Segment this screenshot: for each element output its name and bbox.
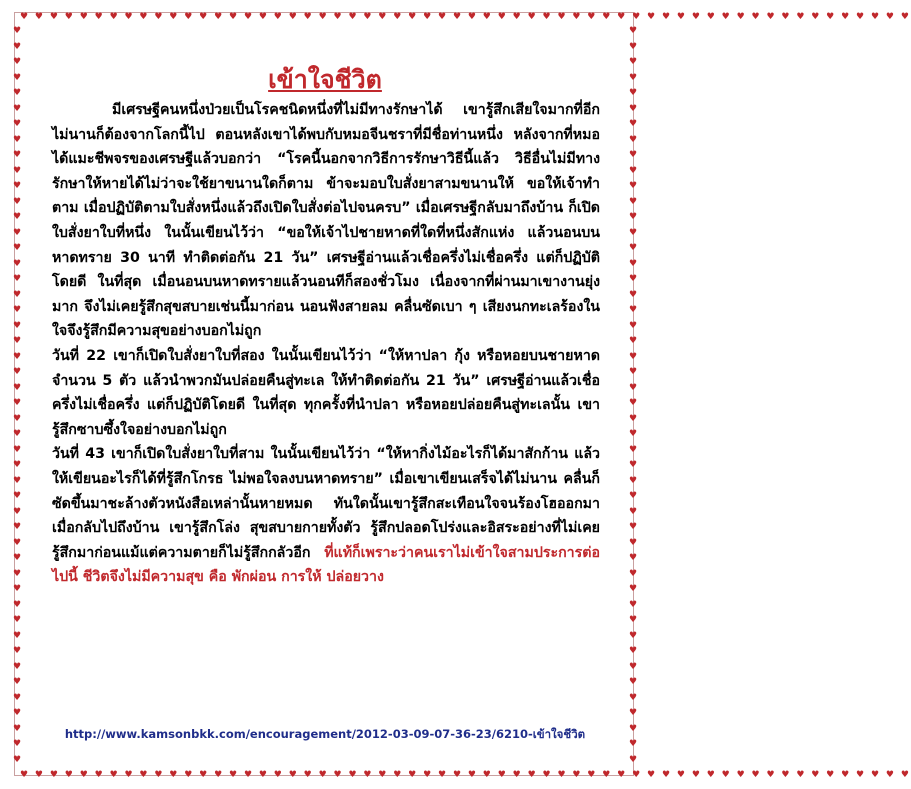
heart-border-bottom: ♥ ♥ ♥ ♥ ♥ ♥ ♥ ♥ ♥ ♥ ♥ ♥ ♥ ♥ ♥ ♥ ♥ ♥ ♥ ♥ ♥ ♥ ♥ ♥ ♥ ♥ ♥ ♥ ♥ ♥ ♥ ♥ ♥ ♥ ♥ ♥ ♥ ♥ ♥ ♥ ♥ ♥ ♥ ♥ ♥ ♥ ♥ ♥ ♥ ♥ ♥ ♥ ♥ ♥ ♥ ♥ ♥ ♥ ♥ ♥ [20, 770, 911, 780]
source-url[interactable]: http://www.kamsonbkk.com/encouragement/2012-03-09-07-36-23/6210-เข้าใจชีวิต [64, 727, 586, 741]
highlight-conclusion: ที่แท้ก็เพราะว่าคนเราไม่เข้าใจสามประการต่อไปนี้ ชีวิตจึงไม่มีความสุข คือ พักผ่อน การให้ ปล่อยวาง [52, 544, 600, 586]
paragraph-3-text: วันที่ 43 เขาก็เปิดใบสั่งยาใบที่สาม ในนั้นเขียนไว้ว่า “ให้หากิ่งไม้อะไรก็ได้มาสักก้าน แล้วให้เขียนอะไรก็ได้ที่รู้สึกโกรธ ไม่พอใจลงบนหาดทราย” เมื่อเขาเขียนเสร็จได้ไม่นาน คลื่นก็ซัดขึ้นมาชะล้างตัวหนังสือเหล่านั้นหายหมด ทันใดนั้นเขารู้สึกสะเทือนใจจนร้องโฮออกมา เมื่อกลับไปถึงบ้าน เขารู้สึกโล่ง สุขสบายกายทั้งตัว รู้สึกปลอดโปร่งและอิสระอย่างที่ไม่เคยรู้สึกมาก่อนแม้แต่ความตายก็ไม่รู้สึกกลัวอีก [52, 446, 600, 561]
heart-border-left: ♥ ♥ ♥ ♥ ♥ ♥ ♥ ♥ ♥ ♥ ♥ ♥ ♥ ♥ ♥ ♥ ♥ ♥ ♥ ♥ ♥ ♥ ♥ ♥ ♥ ♥ ♥ ♥ ♥ ♥ ♥ ♥ ♥ ♥ ♥ ♥ ♥ ♥ ♥ ♥ ♥ ♥ ♥ ♥ ♥ ♥ ♥ ♥ [12, 26, 22, 765]
paragraph-3 [52, 442, 600, 590]
heart-border-top: ♥ ♥ ♥ ♥ ♥ ♥ ♥ ♥ ♥ ♥ ♥ ♥ ♥ ♥ ♥ ♥ ♥ ♥ ♥ ♥ ♥ ♥ ♥ ♥ ♥ ♥ ♥ ♥ ♥ ♥ ♥ ♥ ♥ ♥ ♥ ♥ ♥ ♥ ♥ ♥ ♥ ♥ ♥ ♥ ♥ ♥ ♥ ♥ ♥ ♥ ♥ ♥ ♥ ♥ ♥ ♥ ♥ ♥ ♥ ♥ [20, 12, 911, 22]
page-title: เข้าใจชีวิต [268, 65, 382, 94]
paragraph-2: วันที่ 22 เขาก็เปิดใบสั่งยาใบที่สอง ในนั้นเขียนไว้ว่า “ให้หาปลา กุ้ง หรือหอยบนชายหาดจำนวน 5 ตัว แล้วนำพวกมันปล่อยคืนสู่ทะเล ให้ทำติดต่อกัน 21 วัน” เศรษฐีอ่านแล้วเชื่อครึ่งไม่เชื่อครึ่ง แต่ก็ปฏิบัติโดยดี ในที่สุด ทุกครั้งที่นำปลา หรือหอยปล่อยคืนสู่ทะเลนั้น เขารู้สึกซาบซึ้งใจอย่างบอกไม่ถูก [52, 347, 600, 438]
article-body [52, 98, 600, 590]
heart-border-right: ♥ ♥ ♥ ♥ ♥ ♥ ♥ ♥ ♥ ♥ ♥ ♥ ♥ ♥ ♥ ♥ ♥ ♥ ♥ ♥ ♥ ♥ ♥ ♥ ♥ ♥ ♥ ♥ ♥ ♥ ♥ ♥ ♥ ♥ ♥ ♥ ♥ ♥ ♥ ♥ ♥ ♥ ♥ ♥ ♥ ♥ ♥ ♥ [628, 26, 638, 765]
paragraph-1: มีเศรษฐีคนหนึ่งป่วยเป็นโรคชนิดหนึ่งที่ไม่มีทางรักษาได้ เขารู้สึกเสียใจมากที่อีกไม่นานก็ต้องจากโลกนี้ไป ตอนหลังเขาได้พบกับหมอจีนชราที่มีชื่อท่านหนึ่ง หลังจากที่หมอได้แมะชีพจรของเศรษฐีแล้วบอกว่า “โรคนี้นอกจากวิธีการรักษาวิธีนี้แล้ว วิธีอื่นไม่มีทางรักษาให้หายได้ไม่ว่าจะใช้ยาขนานใดก็ตาม ข้าจะมอบใบสั่งยาสามขนานให้ ขอให้เจ้าทำตาม เมื่อปฏิบัติตามใบสั่งหนึ่งแล้วถึงเปิดใบสั่งต่อไปจนครบ” เมื่อเศรษฐีกลับมาถึงบ้าน ก็เปิดใบสั่งยาใบที่หนึ่ง ในนั้นเขียนไว้ว่า “ขอให้เจ้าไปชายหาดที่ใดที่หนึ่งสักแห่ง แล้วนอนบนหาดทราย 30 นาที ทำติดต่อกัน 21 วัน” เศรษฐีอ่านแล้วเชื่อครึ่งไม่เชื่อครึ่ง แต่ก็ปฏิบัติโดยดี ในที่สุด เมื่อนอนบนหาดทรายแล้วนอนทีก็สองชั่วโมง เนื่องจากที่ผ่านมาเขางานยุ่งมาก จึงไม่เคยรู้สึกสุขสบายเช่นนี้มาก่อน นอนฟังสายลม คลื่นซัดเบา ๆ เสียงนกทะเลร้องในใจจึงรู้สึกมีความสุขอย่างบอกไม่ถูก [52, 102, 600, 340]
